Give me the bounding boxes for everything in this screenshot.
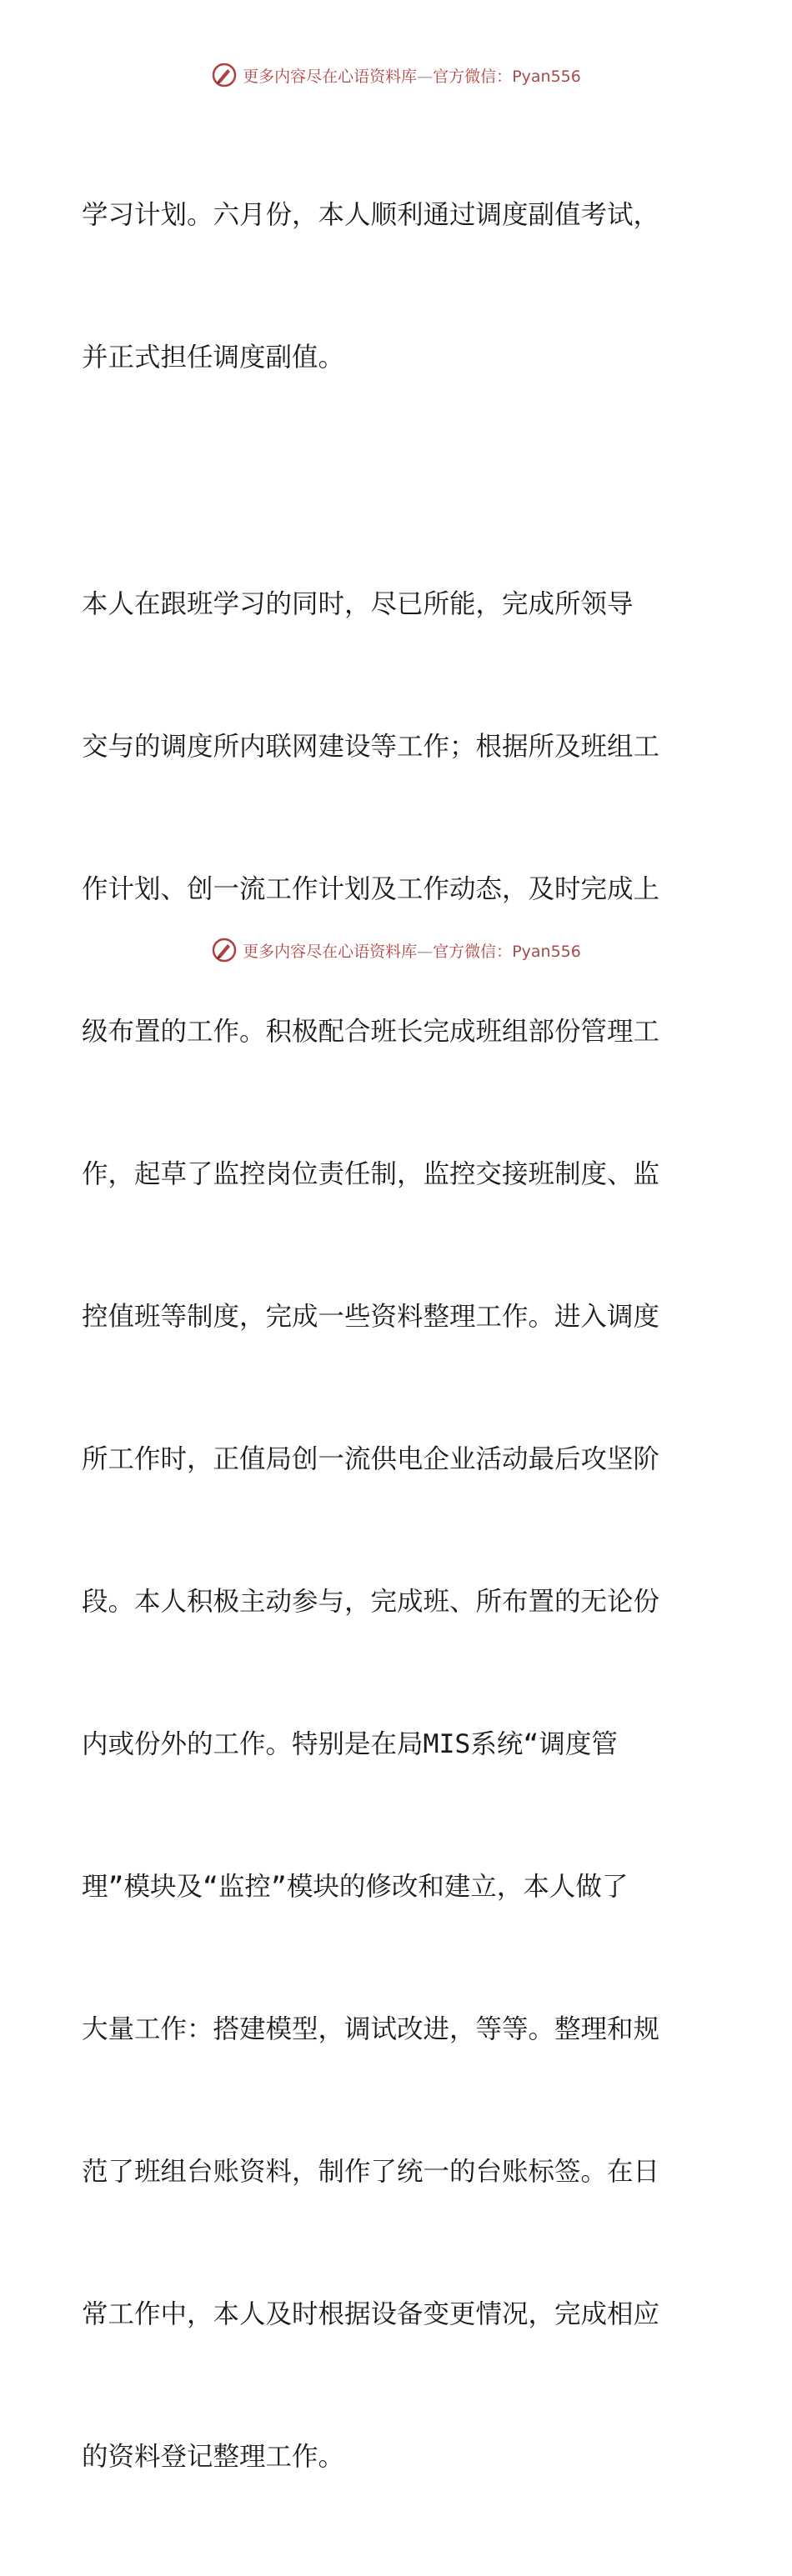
paragraph-1 <box>82 97 715 477</box>
footer-brand: 更多内容尽在心语资料库 <box>243 942 418 961</box>
paragraph-line: 作，起草了监控岗位责任制，监控交接班制度、监 <box>82 1159 660 1189</box>
paragraph-line: 内或份外的工作。特别是在局MIS系统“调度管 <box>82 1729 618 1759</box>
header-brand: 更多内容尽在心语资料库 <box>243 67 418 86</box>
paragraph-line: 控值班等制度，完成一些资料整理工作。进入调度 <box>82 1302 660 1332</box>
footer-text <box>243 939 581 962</box>
header-text <box>243 64 581 87</box>
paragraph-2 <box>82 486 715 2576</box>
paragraph-line: 交与的调度所内联网建设等工作；根据所及班组工 <box>82 732 660 762</box>
paragraph-line: 级布置的工作。积极配合班长完成班组部份管理工 <box>82 1017 660 1047</box>
paragraph-line: 并正式担任调度副值。 <box>82 343 345 373</box>
footer-banner <box>0 933 792 967</box>
paragraph-line: 作计划、创一流工作计划及工作动态，及时完成上 <box>82 874 660 904</box>
paragraph-line: 的资料登记整理工作。 <box>82 2442 345 2472</box>
paragraph-line: 常工作中，本人及时根据设备变更情况，完成相应 <box>82 2299 660 2329</box>
footer-contact-id: Pyan556 <box>512 942 581 961</box>
pen-logo-icon <box>211 937 238 963</box>
paragraph-line: 范了班组台账资料，制作了统一的台账标签。在日 <box>82 2157 660 2187</box>
paragraph-line: 理”模块及“监控”模块的修改和建立，本人做了 <box>82 1872 629 1902</box>
paragraph-line: 学习计划。六月份，本人顺利通过调度副值考试， <box>82 200 660 230</box>
header-contact-id: Pyan556 <box>512 67 581 86</box>
paragraph-line: 本人在跟班学习的同时，尽已所能，完成所领导 <box>82 589 634 619</box>
document-body <box>82 97 715 2576</box>
header-banner <box>0 58 792 92</box>
paragraph-line: 所工作时，正值局创一流供电企业活动最后攻坚阶 <box>82 1444 660 1474</box>
paragraph-line: 段。本人积极主动参与，完成班、所布置的无论份 <box>82 1587 660 1617</box>
footer-separator: — <box>417 942 434 961</box>
paragraph-line: 大量工作：搭建模型，调试改进，等等。整理和规 <box>82 2014 660 2044</box>
header-separator: — <box>417 67 434 86</box>
footer-contact-label: 官方微信： <box>433 942 513 961</box>
pen-logo-icon <box>211 62 238 88</box>
header-contact-label: 官方微信： <box>433 67 513 86</box>
